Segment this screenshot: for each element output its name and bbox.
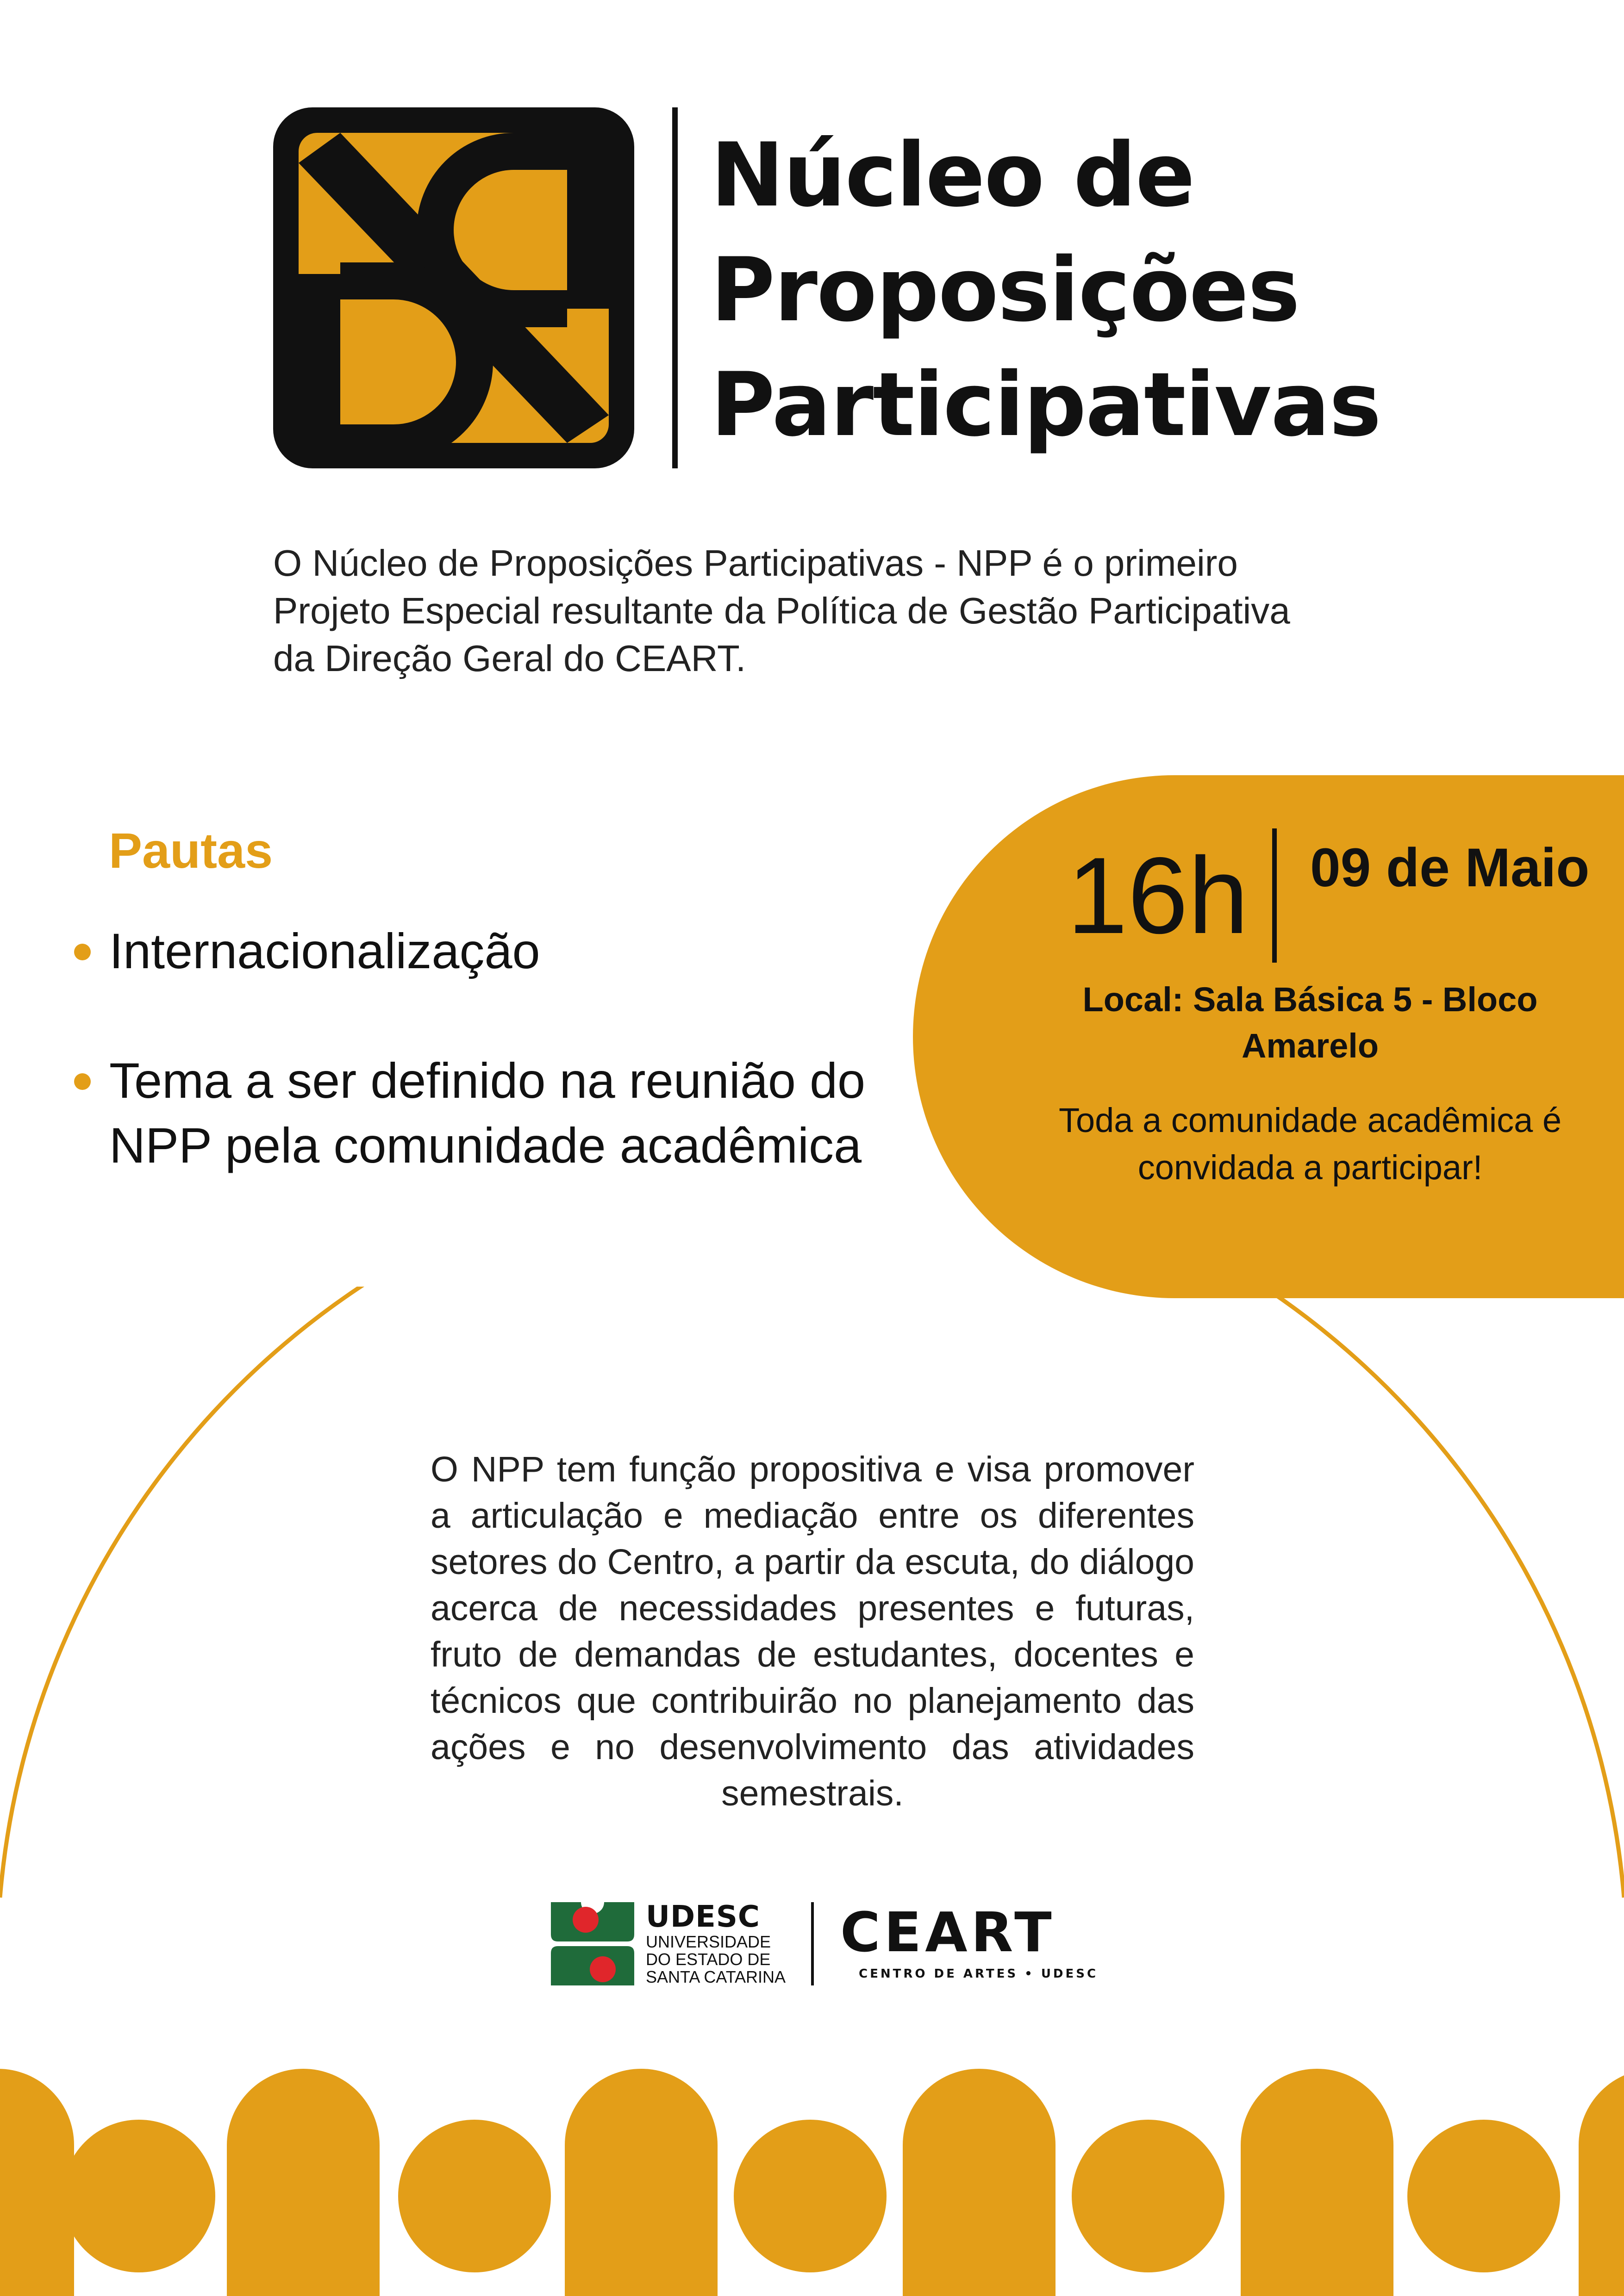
event-divider (1272, 828, 1277, 963)
npp-logo-icon (273, 107, 634, 468)
agenda-item-text: Tema a ser definido na reunião do NPP pela comunidade acadêmica (109, 1052, 866, 1173)
decorative-bottom-band (0, 2069, 1624, 2296)
agenda-item (74, 919, 954, 983)
bullet-icon (74, 944, 91, 960)
udesc-subtitle: DO ESTADO DE (646, 1950, 771, 1969)
udesc-emblem-icon (551, 1902, 634, 1985)
title-line: Proposições (711, 239, 1299, 341)
ceart-logo (840, 1900, 1099, 1985)
agenda-item (74, 1048, 954, 1178)
event-date: 09 de Maio (1310, 837, 1590, 898)
agenda-item-text: Internacionalização (109, 923, 540, 979)
ceart-name: CEART (840, 1900, 1056, 1964)
title-line: Participativas (711, 354, 1381, 456)
udesc-subtitle: SANTA CATARINA (646, 1967, 786, 1986)
description-paragraph: O NPP tem função propositiva e visa promover a articulação e mediação entre os diferentes setores do Centro, a partir da escuta, do diálogo acerca de necessidades presentes e futuras, fruto de demandas de estudantes, docentes e técnicos que contribuirão no planejamento das ações e no desenvolvimento das atividades semestrais. (431, 1450, 1194, 1813)
title-line: Núcleo de (711, 124, 1194, 226)
ceart-subtitle: CENTRO DE ARTES • UDESC (859, 1967, 1099, 1981)
event-location: Local: Sala Básica 5 - Bloco Amarelo (1082, 980, 1538, 1065)
event-time: 16h (1067, 834, 1249, 956)
udesc-logo (551, 1900, 786, 1986)
logos-divider (811, 1902, 814, 1985)
page-title (711, 118, 1498, 462)
agenda-heading: Pautas (109, 822, 273, 878)
bullet-icon (74, 1073, 91, 1090)
udesc-name: UDESC (646, 1900, 760, 1934)
header-divider (672, 107, 678, 468)
udesc-subtitle: UNIVERSIDADE (646, 1932, 771, 1951)
event-invite: Toda a comunidade acadêmica é convidada a participar! (1058, 1101, 1562, 1187)
agenda-list (74, 919, 954, 1178)
intro-paragraph: O Núcleo de Proposições Participativas - NPP é o primeiro Projeto Especial resultante da Política de Gestão Participativa da Direção Geral do CEART. (273, 542, 1290, 679)
